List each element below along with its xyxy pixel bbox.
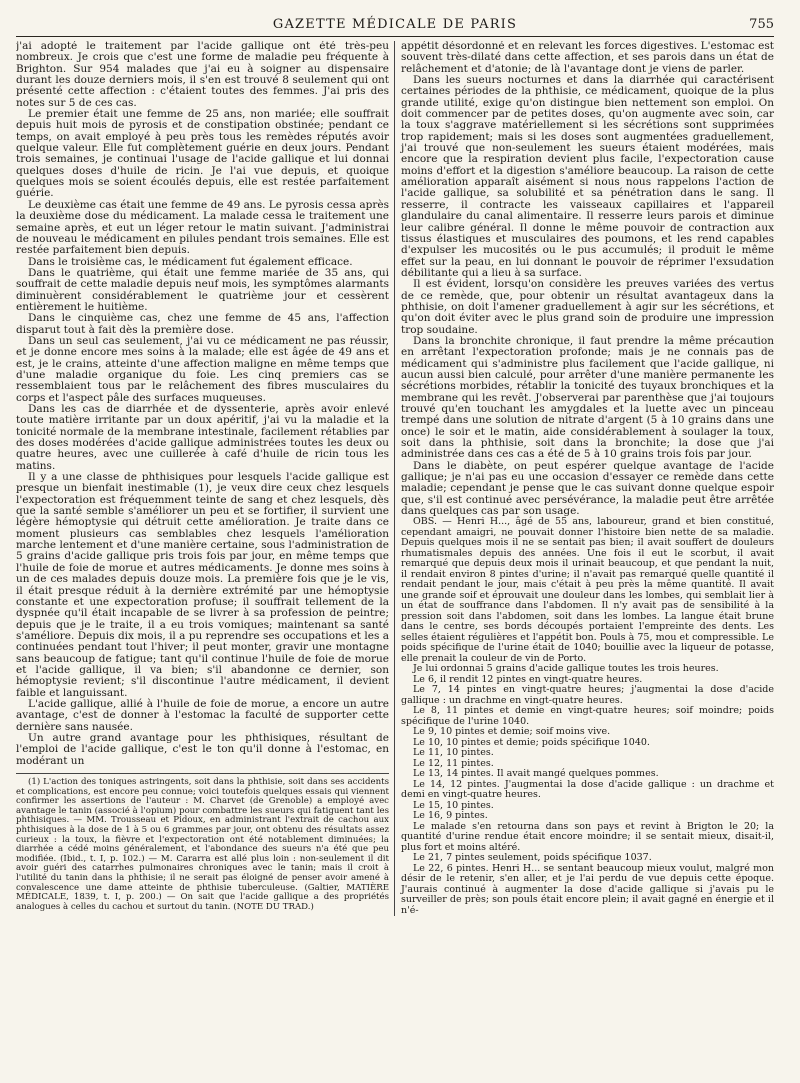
paragraph: Il y a une classe de phthisiques pour lesquels l'acide gallique est presque un bienfait inestimable (1), je veux dire ceux chez lesquels l'expectoration est fréquemment teinte de sang et chez lesquels, dès que la santé semble s'améliorer un peu et se fortifier, il survient une légère hémoptysie qui détruit cette amélioration. Je traite dans ce moment plusieurs cas semblables chez lesquels l'amélioration marche lentement et d'une manière certaine, sous l'administration de 5 grains d'acide gallique pris trois fois par jour, en même temps que l'huile de foie de morue et autres médicaments. Je donne mes soins à un de ces malades depuis douze mois. La première fois que je le vis, il était presque réduit à la dernière extrémité par une hémoptysie constante et une expectoration profuse; il souffrait tellement de la dyspnée qu'il était incapable de se livrer à sa profession de peintre; depuis que je le traite, il a eu trois vomiques; maintenant sa santé s'améliore. Depuis dix mois, il a pu reprendre ses occupations et les a continuées pendant tout l'hiver; il peut monter, gravir une montagne sans beaucoup de fatigue; tant qu'il continue l'huile de foie de morue et l'acide gallique, il va bien; s'il abandonne ce dernier, son hémoptysie revient; s'il discontinue l'autre médicament, il devient faible et languissant. xyxy=(16,471,389,699)
observation-entry: Le 7, 14 pintes en vingt-quatre heures; j'augmentai la dose d'acide gallique : un drachme en vingt-quatre heures. xyxy=(401,684,774,706)
paragraph: Dans un seul cas seulement, j'ai vu ce médicament ne pas réussir, et je donne encore mes soins à la malade; elle est âgée de 49 ans et est, je le crains, atteinte d'une affection maligne en même temps que d'une maladie organique du foie. Les cinq premiers cas se ressemblaient tous par le relâchement des fibres musculaires du corps et l'aspect pâle des surfaces muqueuses. xyxy=(16,334,389,404)
observation-entry: Le 22, 6 pintes. Henri H... se sentant beaucoup mieux voulut, malgré mon désir de le retenir, s'en aller, et je l'ai perdu de vue depuis cette époque. J'aurais continué à augmenter la dose d'acide gallique si j'avais pu le surveiller de près; son pouls était encore plein; il avait gagné en énergie et il n'é- xyxy=(401,862,774,916)
paragraph: Dans les sueurs nocturnes et dans la diarrhée qui caractérisent certaines périodes de la phthisie, ce médicament, quoique de la plus grande utilité, exige qu'on distingue bien nettement son emploi. On doit commencer par de petites doses, qu'on augmente avec soin, car la toux s'aggrave matériellement si les sécrétions sont supprimées trop rapidement; mais si les doses sont augmentées graduellement, j'ai trouvé que non-seulement les sueurs étaient modérées, mais encore que la respiration devient plus facile, l'expectoration cause moins d'effort et la digestion s'améliore beaucoup. La raison de cette amélioration apparaît aisément si nous nous rappelons l'action de l'acide gallique, sa solubilité et sa pénétration dans le sang. Il resserre, il contracte les vaisseaux capillaires et l'appareil glandulaire du canal alimentaire. Il resserre leurs parois et diminue leur calibre général. Il donne le même pouvoir de contraction aux tissus élastiques et musculaires des poumons, et les rend capables d'expulser les mucosités ou le pus accumulés; il produit le même effet sur la peau, en lui donnant le pouvoir de réprimer l'exsudation débilitante qui a lieu à sa surface. xyxy=(401,74,774,279)
paragraph: Dans le troisième cas, le médicament fut également efficace. xyxy=(28,255,353,268)
paragraph: j'ai adopté le traitement par l'acide gallique ont été très-peu nombreux. Je crois que c'est une forme de maladie peu fréquente à Brighton. Sur 954 malades que j'ai eu à soigner au dispensaire durant les douze derniers mois, il s'en est trouvé 8 seulement qui ont présenté cette affection : c'étaient toutes des femmes. J'ai pris des notes sur 5 de ces cas. xyxy=(16,41,389,109)
paragraph: Dans le diabète, on peut espérer quelque avantage de l'acide gallique; je n'ai pas eu une occasion d'essayer ce remède dans cette maladie; cependant je pense que le cas suivant donne quelque espoir que, s'il est continué avec persévérance, la maladie peut être arrêtée dans quelques cas par son usage. xyxy=(401,459,774,518)
observation-entry: Le 12, 11 pintes. xyxy=(413,757,494,769)
observation-entry: Le 15, 10 pintes. xyxy=(413,799,494,811)
observation-entry: Le 10, 10 pintes et demie; poids spécifique 1040. xyxy=(413,736,650,748)
paragraph: Le premier était une femme de 25 ans, non mariée; elle souffrait depuis huit mois de pyrosis et de constipation obstinée; pendant ce temps, on avait employé à peu près tous les remèdes réputés avoir quelque valeur. Elle fut complètement guérie en deux jours. Pendant trois semaines, je continuai l'usage de l'acide gallique et lui donnai quelques doses d'huile de ricin. Je l'ai vue depuis, et quoique quelques mois se soient écoulés depuis, elle est restée parfaitement guérie. xyxy=(16,108,389,200)
paragraph: Le deuxième cas était une femme de 49 ans. Le pyrosis cessa après la deuxième dose du médicament. La malade cessa le traitement une semaine après, et eut un léger retour le matin suivant. J'administrai de nouveau le médicament en pilules pendant trois semaines. Elle est restée parfaitement bien depuis. xyxy=(16,198,389,257)
page-number: 755 xyxy=(749,17,774,32)
observation-entry: Le malade s'en retourna dans son pays et revint à Brigton le 20; la quantité d'urine rendue était encore moindre; il se sentait mieux, disait-il, plus fort et moins altéré. xyxy=(401,820,774,853)
observation-entry: Le 14, 12 pintes. J'augmentai la dose d'acide gallique : un drachme et demi en vingt-quatre heures. xyxy=(401,778,774,801)
observation-entry: Le 16, 9 pintes. xyxy=(413,810,488,822)
paragraph: Dans la bronchite chronique, il faut prendre la même précaution en arrêtant l'expectoration profonde; mais je ne connais pas de médicament qui s'administre plus facilement que l'acide gallique, ni aucun aussi bien calculé, pour arrêter d'une manière permanente les sécrétions morbides, rétablir la tonicité des tuyaux bronchiques et la membrane qui les revêt. J'observerai par parenthèse que j'ai toujours trouvé qu'en touchant les amygdales et la luette avec un pinceau trempé dans une solution de nitrate d'argent (5 à 10 grains dans une once) le soir et le matin, aide considérablement à soulager la toux, soit dans la phthisie, soit dans la bronchite; la dose que j'ai administrée dans ces cas a été de 5 à 10 grains trois fois par jour. xyxy=(401,334,774,461)
observation-entry: Le 8, 11 pintes et demie en vingt-quatre heures; soif moindre; poids spécifique de l'urine 1040. xyxy=(401,705,774,727)
paragraph: L'acide gallique, allié à l'huile de foie de morue, a encore un autre avantage, c'est de donner à l'estomac la faculté de supporter cette dernière sans nausée. xyxy=(16,697,389,733)
left-column xyxy=(16,41,395,916)
paragraph: Dans les cas de diarrhée et de dyssenterie, après avoir enlevé toute matière irritante par un doux apéritif, j'ai vu la maladie et la tonicité normale de la membrane intestinale, facilement rétablies par des doses modérées d'acide gallique administrées toutes les deux ou quatre heures, avec une cuillerée à café d'huile de ricin tous les matins. xyxy=(16,403,389,472)
paragraph: Il est évident, lorsqu'on considère les preuves variées des vertus de ce remède, que, pour obtenir un résultat avantageux dans la phthisie, on doit l'amener graduellement à agir sur les sécrétions, et qu'on doit éviter avec le plus grand soin de produire une impression trop soudaine. xyxy=(401,278,774,336)
observation-entry: Le 13, 14 pintes. Il avait mangé quelques pommes. xyxy=(413,768,659,780)
footnotes xyxy=(16,773,389,912)
page-header xyxy=(16,16,774,37)
paragraph: Dans le cinquième cas, chez une femme de 45 ans, l'affection disparut tout à fait dès la première dose. xyxy=(16,312,389,336)
paragraph: Dans le quatrième, qui était une femme mariée de 35 ans, qui souffrait de cette maladie depuis neuf mois, les symptômes alarmants diminuèrent considérablement le quatrième jour et cessèrent entièrement le huitième. xyxy=(16,266,389,313)
observation-entry: Le 21, 7 pintes seulement, poids spécifique 1037. xyxy=(413,852,652,864)
case-observation xyxy=(401,517,774,916)
journal-title: GAZETTE MÉDICALE DE PARIS xyxy=(272,17,518,32)
observation-intro: OBS. — Henri H..., âgé de 55 ans, laboureur, grand et bien constitué, cependant amaigri, ne pouvait donner l'histoire bien nette de sa maladie. Depuis quelques mois il ne se sentait pas bien; il avait souffert de douleurs rhumatismales depuis des années. Une fois il eut le scorbut, il avait remarqué que depuis deux mois il urinait beaucoup, et que pendant la nuit, il rendait environ 8 pintes d'urine; il n'avait pas remarqué quelle quantité il rendait pendant le jour, mais c'était à peu près la même quantité. Il avait une grande soif et éprouvait une douleur dans les lombes, qui semblait lier à un état de souffrance dans l'abdomen. Il n'y avait pas de sensibilité à la pression soit dans l'abdomen, soit dans les lombes. La langue était brune dans le centre, ses bords découpés portaient l'empreinte des dents. Les selles étaient régulières et l'appétit bon. Pouls à 75, mou et compressible. Le poids spécifique de l'urine était de 1040; bouillie avec la liqueur de potasse, elle prenait la couleur de vin de Porto. xyxy=(401,516,774,664)
observation-entry: Le 9, 10 pintes et demie; soif moins vive. xyxy=(413,726,611,738)
paragraph: appétit désordonné et en relevant les forces digestives. L'estomac est souvent très-dilaté dans cette affection, et ses parois dans un état de relâchement et d'atonie; de là l'avantage dont je viens de parler. xyxy=(401,41,774,75)
right-column xyxy=(395,41,774,916)
observation-entry: Le 6, il rendit 12 pintes en vingt-quatre heures. xyxy=(413,673,643,685)
footnote: (1) L'action des toniques astringents, soit dans la phthisie, soit dans ses accidents et complications, est encore peu connue; voici toutefois quelques essais qui viennent confirmer les assertions de l'auteur : M. Charvet (de Grenoble) a employé avec avantage le tanin (associé à l'opium) pour combattre les sueurs qui fatiguent tant les phthisiques. — MM. Trousseau et Pidoux, en administrant l'extrait de cachou aux phthisiques à la dose de 1 à 5 ou 6 grammes par jour, ont obtenu des résultats assez curieux : la toux, la fièvre et l'expectoration ont été notablement diminuées; la diarrhée a cédé moins généralement, et l'abondance des sueurs n'a été que peu modifiée. (Ibid., t. I, p. 102.) — M. Cararra est allé plus loin : non-seulement il dit avoir guéri des catarrhes pulmonaires chroniques avec le tanin; mais il croit à l'utilité du tanin dans la phthisie; il ne serait pas éloigné de penser avoir amené à convalescence une dame atteinte de phthisie tuberculeuse. (Galtier, MATIÈRE MÉDICALE, 1839, t. I, p. 200.) — On sait que l'acide gallique a des propriétés analogues à celles du cachou et surtout du tanin. (NOTE DU TRAD.) xyxy=(16,777,389,912)
observation-entry: Le 11, 10 pintes. xyxy=(413,747,494,759)
paragraph: Un autre grand avantage pour les phthisiques, résultant de l'emploi de l'acide gallique, c'est le ton qu'il donne à l'estomac, en modérant un xyxy=(16,731,389,767)
two-column-body xyxy=(16,41,774,916)
observation-entry: Je lui ordonnai 5 grains d'acide gallique toutes les trois heures. xyxy=(413,663,719,675)
